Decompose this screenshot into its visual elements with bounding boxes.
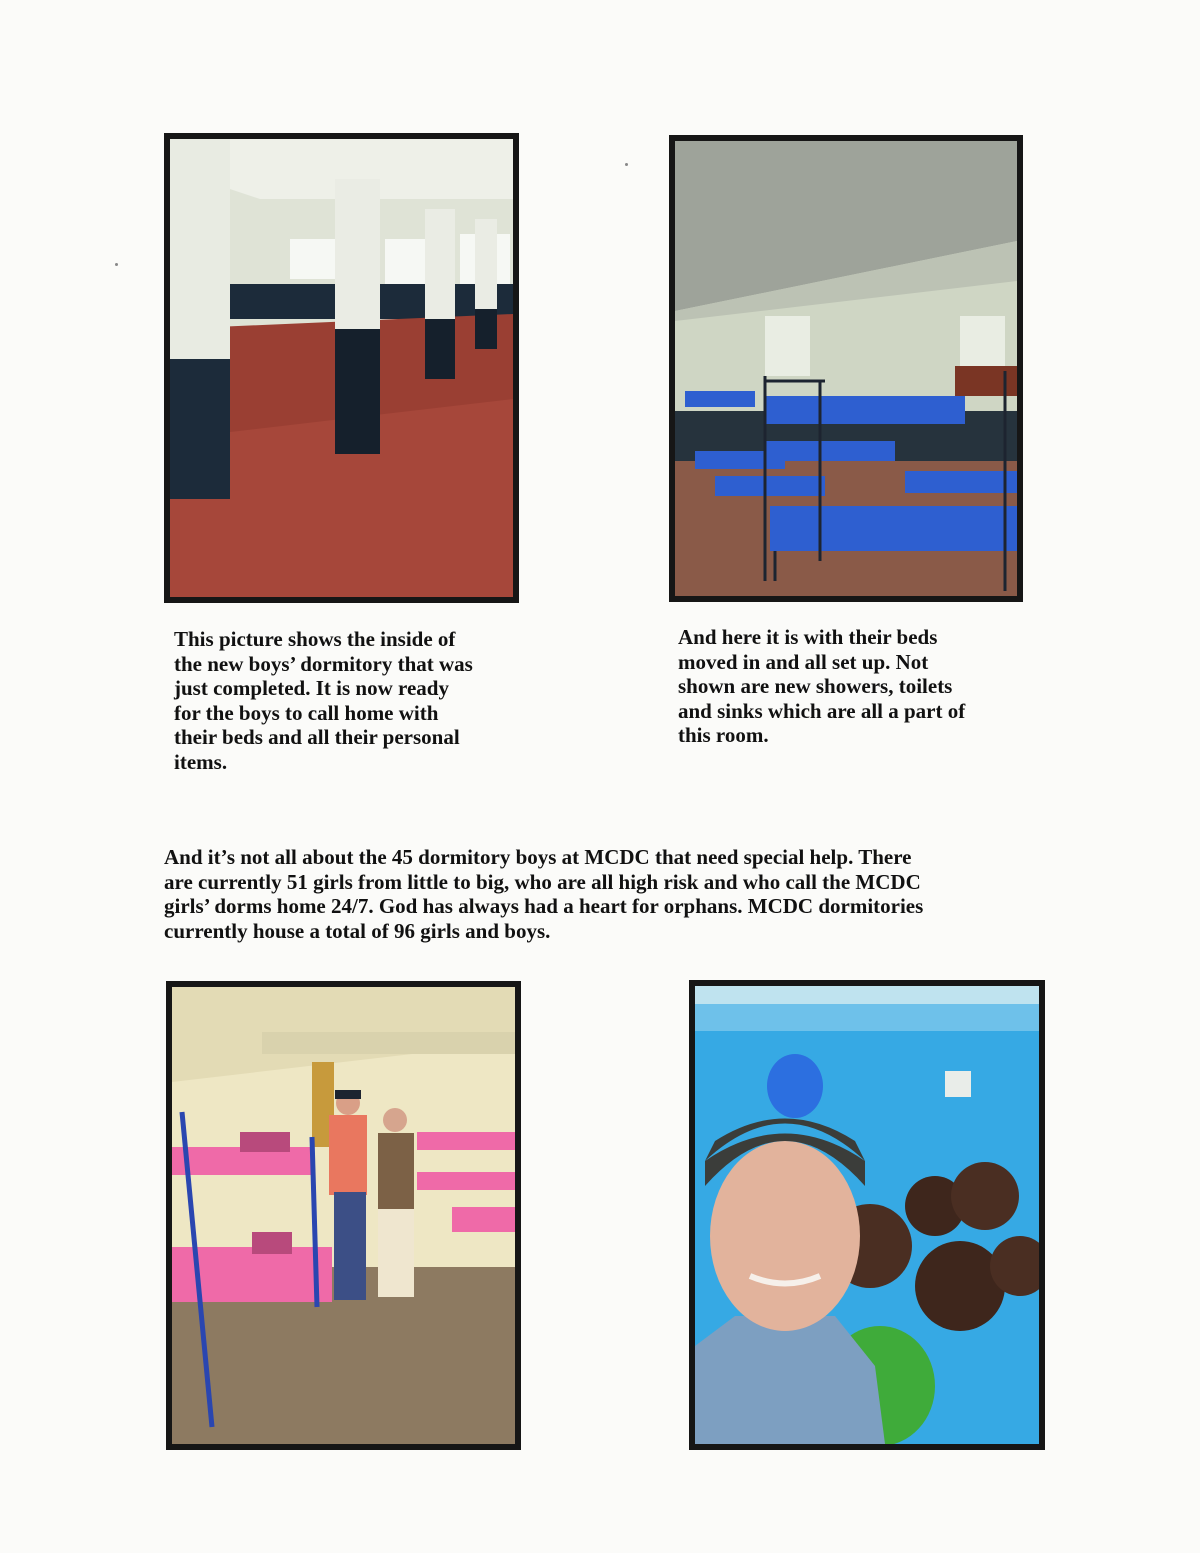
furnished-dormitory-illustration [675,141,1017,596]
scan-speck [115,263,118,266]
photo-empty-boys-dormitory [164,133,519,603]
caption-empty-dormitory: This picture shows the inside of the new boys’ dormitory that was just completed. It is now ready for the boys to call home with their beds and all their personal items. [174,627,473,774]
photo-selfie-with-girls [689,980,1045,1450]
caption-dormitory-with-beds: And here it is with their beds moved in and all set up. Not shown are new showers, toilets and sinks which are all a part of this room. [678,625,966,748]
photo-couple-in-girls-dorm [166,981,521,1450]
girls-dorm-illustration [172,987,515,1444]
photo-dormitory-with-beds [669,135,1023,602]
scan-speck [625,163,628,166]
empty-dormitory-illustration [170,139,513,597]
selfie-illustration [695,986,1039,1444]
body-paragraph: And it’s not all about the 45 dormitory boys at MCDC that need special help. There are currently 51 girls from little to big, who are all high risk and who call the MCDC girls’ dorms home 24/7. God has always had a heart for orphans. MCDC dormitories currently house a total of 96 girls and boys. [164,845,924,943]
